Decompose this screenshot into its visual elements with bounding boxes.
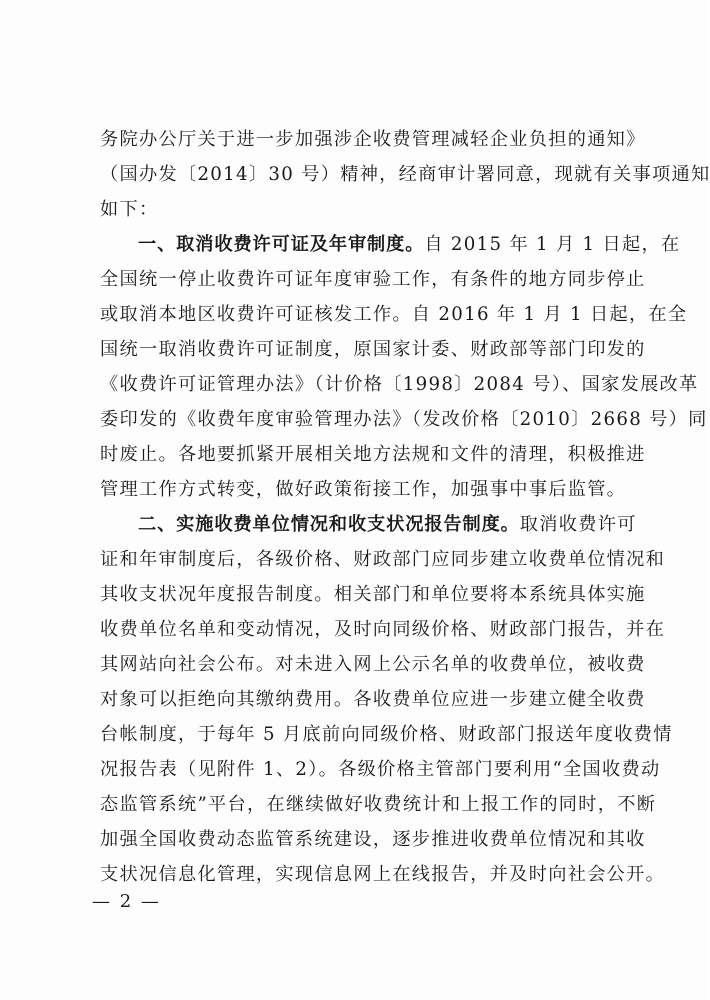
section1-first-line-text: 自 2015 年 1 月 1 日起，在 xyxy=(424,234,681,255)
section1-line-3: 或取消本地区收费许可证核发工作。自 2016 年 1 月 1 日起，在全 xyxy=(100,304,688,325)
intro-line-2: （国办发〔2014〕30 号）精神，经商审计署同意，现就有关事项通知 xyxy=(100,164,710,185)
section2-line-6: 对象可以拒绝向其缴纳费用。各收费单位应进一步建立健全收费 xyxy=(100,689,646,710)
section2-line-2: 证和年审制度后，各级价格、财政部门应同步建立收费单位情况和 xyxy=(100,549,666,570)
document-body xyxy=(100,122,710,892)
section2-heading: 二、实施收费单位情况和收支状况报告制度。 xyxy=(138,514,520,535)
intro-line-1: 务院办公厅关于进一步加强涉企收费管理减轻企业负担的通知》 xyxy=(100,129,646,150)
section2-line-3: 其收支状况年度报告制度。相关部门和单位要将本系统具体实施 xyxy=(100,584,646,605)
section1-line-6: 委印发的《收费年度审验管理办法》（发改价格〔2010〕2668 号）同 xyxy=(100,409,708,430)
section1-line-2: 全国统一停止收费许可证年度审验工作，有条件的地方同步停止 xyxy=(100,269,646,290)
section2-line-11: 支状况信息化管理，实现信息网上在线报告，并及时向社会公开。 xyxy=(100,864,666,885)
page-number: — 2 — xyxy=(92,891,161,912)
section1-line-5: 《收费许可证管理办法》（计价格〔1998〕2084 号）、国家发展改革 xyxy=(100,374,699,395)
section2-first-line xyxy=(100,507,637,542)
intro-line-3: 如下： xyxy=(100,199,159,220)
section2-line-10: 加强全国收费动态监管系统建设，逐步推进收费单位情况和其收 xyxy=(100,829,646,850)
section1-line-8: 管理工作方式转变，做好政策衔接工作，加强事中事后监管。 xyxy=(100,479,627,500)
section1-heading: 一、取消收费许可证及年审制度。 xyxy=(138,234,425,255)
section2-line-7: 台帐制度，于每年 5 月底前向同级价格、财政部门报送年度收费情 xyxy=(100,724,673,745)
section1-line-7: 时废止。各地要抓紧开展相关地方法规和文件的清理，积极推进 xyxy=(100,444,646,465)
section1-first-line xyxy=(100,227,681,262)
section2-line-9: 态监管系统”平台，在继续做好收费统计和上报工作的同时，不断 xyxy=(100,794,657,815)
section2-first-line-text: 取消收费许可 xyxy=(519,514,637,535)
section2-line-4: 收费单位名单和变动情况，及时向同级价格、财政部门报告，并在 xyxy=(100,619,666,640)
section2-line-5: 其网站向社会公布。对未进入网上公示名单的收费单位，被收费 xyxy=(100,654,646,675)
section2-line-8: 况报告表（见附件 1、2）。各级价格主管部门要利用“全国收费动 xyxy=(100,759,661,780)
section1-line-4: 国统一取消收费许可证制度，原国家计委、财政部等部门印发的 xyxy=(100,339,646,360)
